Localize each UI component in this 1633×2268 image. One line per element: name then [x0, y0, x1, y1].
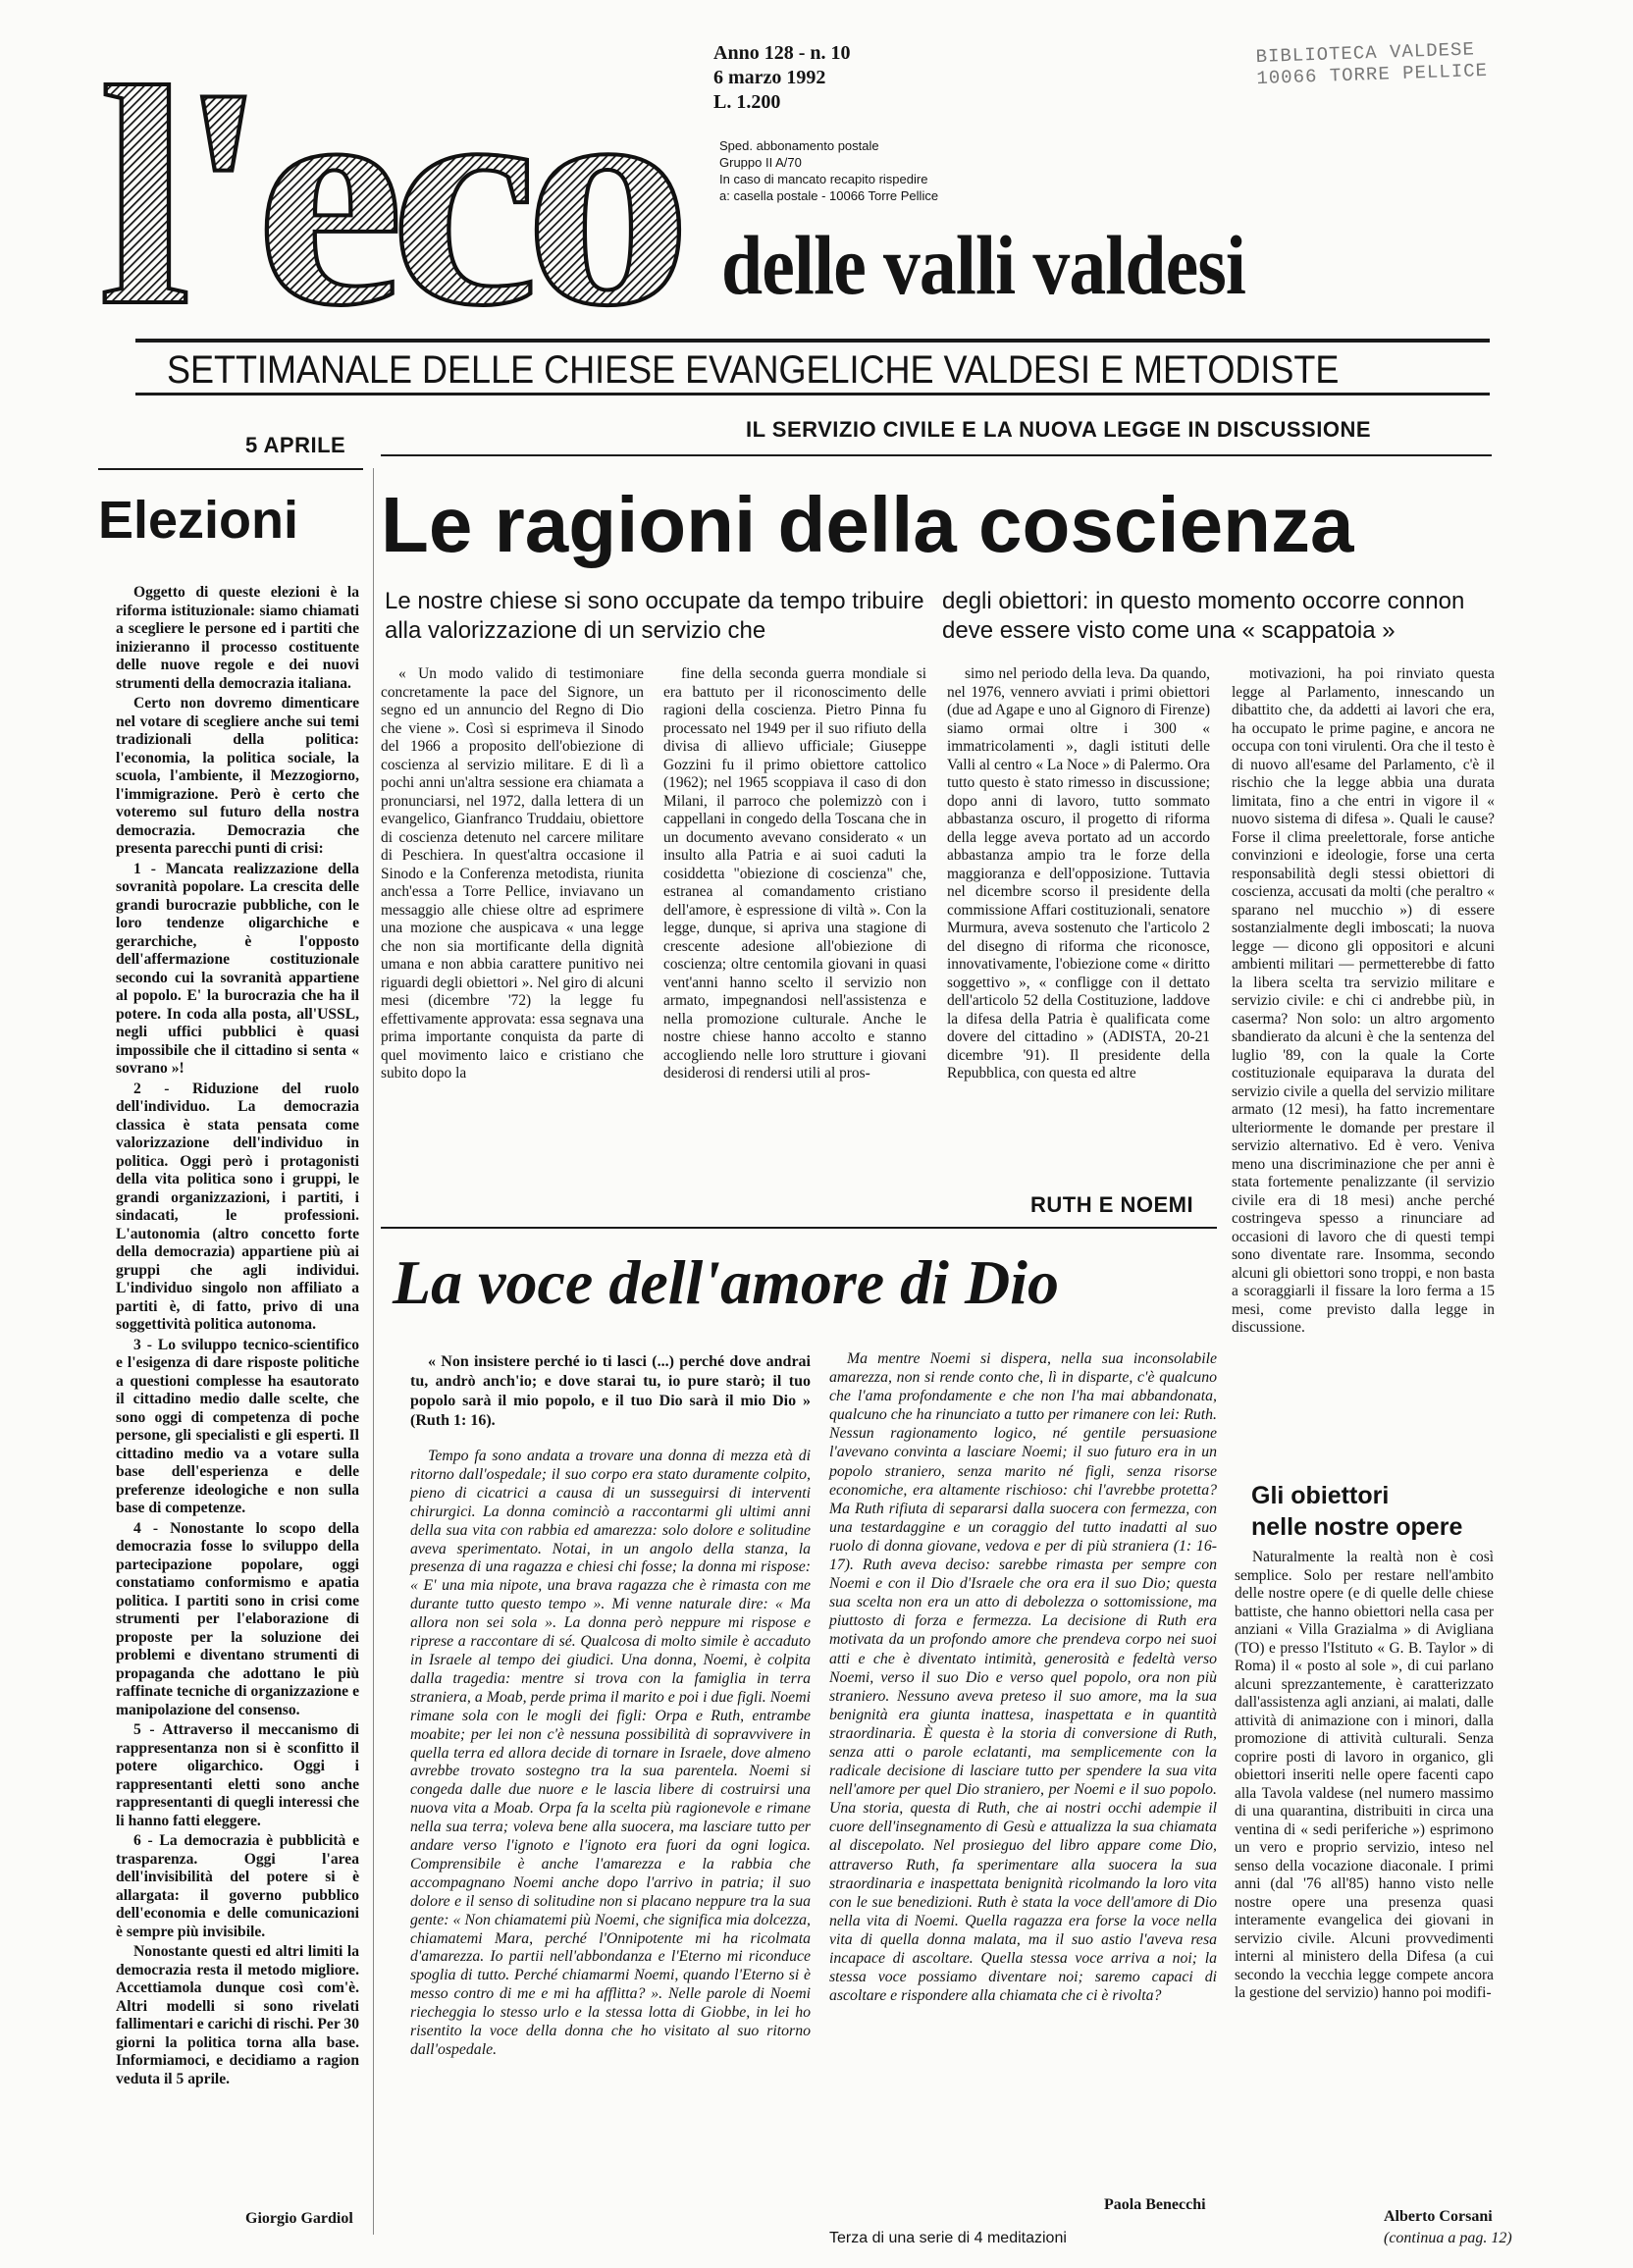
paragraph: 3 - Lo sviluppo tecnico-scientifico e l'esigenza di dare risposte politiche a questioni complesse ha esautorato il cittadino medio dalle scelte, che sono oggi di competenza di poche persone, gli specialisti e gli esperti. Il cittadino medio va a votare sulla base dell'esperienza e delle preferenze ideologiche e non sulla base di competenze.: [116, 1336, 359, 1516]
ruth-kicker: RUTH E NOEMI: [1030, 1192, 1194, 1217]
paragraph: simo nel periodo della leva. Da quando, nel 1976, vennero avviati i primi obiettori (due ad Agape e uno al Gignoro di Firenze) siamo ormai oltre i 300 « immatricolamenti », dagli istituti delle Valli al centro « La Noce » di Palermo. Ora tutto questo è stato rimesso in discussione; dopo anni di lavoro, tutto sommato abbastanza oscuro, il progetto di riforma della legge aveva portato ad un accordo abbastanza ampio tra le forze della maggioranza e dell'opposizione. Tuttavia nel dicembre scorso il presidente della commissione Affari costituzionali, senatore Murmura, aveva sostenuto che l'articolo 2 del disegno di riforma che riconosce, innovativamente, l'obiezione come « diritto soggettivo », « confligge con il dettato dell'articolo 52 della Costituzione, laddove la difesa della Patria è qualificata come dovere del cittadino » (ADISTA, 20-21 dicembre '91). Il presidente della Repubblica, con questa ed altre: [947, 665, 1210, 1081]
paragraph: 1 - Mancata realizzazione della sovranità popolare. La crescita delle grandi burocrazie pubbliche, con le loro tendenze oligarchiche e gerarchiche, è l'opposto dell'affermazione costituzionale secondo cui la sovranità appartiene al popolo. E' la burocrazia che ha il potere. In coda alla posta, all'USSL, negli uffici pubblici è quasi impossibile che il cittadino si senta « sovrano »!: [116, 860, 359, 1077]
postal-info: [719, 137, 938, 204]
paragraph: Oggetto di queste elezioni è la riforma istituzionale: siamo chiamati a scegliere le persone ed i partiti che inizieranno il processo costituente delle nuove regole e dei nuovi strumenti della democrazia italiana.: [116, 584, 359, 692]
stamp-line: 10066 TORRE PELLICE: [1256, 59, 1489, 90]
obiettori-body: [1235, 1549, 1494, 2005]
paragraph: 5 - Attraverso il meccanismo di rappresentanza non si è sconfitto il potere oligarchico. Oggi i rappresentanti eletti sono anche rappresentanti di quegli interessi che li hanno fatti eleggere.: [116, 1721, 359, 1829]
postal-line: a: casella postale - 10066 Torre Pellice: [719, 188, 939, 203]
servizio-deck-right: degli obiettori: in questo momento occorre connon deve essere visto come una « scappatoia »: [942, 588, 1465, 644]
ruth-col-1: [410, 1448, 811, 2062]
masthead-logo: [98, 39, 687, 334]
servizio-kicker: IL SERVIZIO CIVILE E LA NUOVA LEGGE IN DISCUSSIONE: [746, 417, 1372, 442]
postal-line: Gruppo II A/70: [719, 155, 802, 170]
postal-line: In caso di mancato recapito rispedire: [719, 172, 928, 186]
ruth-rule: [381, 1227, 1217, 1229]
masthead-tagline: SETTIMANALE DELLE CHIESE EVANGELICHE VALDESI E METODISTE: [167, 348, 1340, 392]
masthead-subtitle: delle valli valdesi: [721, 218, 1246, 312]
paragraph: fine della seconda guerra mondiale si era battuto per il riconoscimento delle ragioni della coscienza. Pietro Pinna fu processato nel 1949 per il suo rifiuto della divisa di allievo ufficiale; Giuseppe Gozzini fu il primo obiettore cattolico (1962); nel 1965 scoppiava il caso di don Milani, il parroco che polemizzò con i cappellani in congedo della Toscana che in un documento avevano considerato « un insulto alla Patria e ai suoi caduti la cosiddetta "obiezione di coscienza" che, estranea al comandamento cristiano dell'amore, è espressione di viltà ». Con la legge, dunque, si apriva una stagione di crescente adesione all'obiezione di coscienza; oltre centomila giovani in quasi vent'anni hanno scelto il servizio non armato, impegnandosi nell'assistenza e nella promozione culturale. Anche le nostre chiese hanno accolto e stanno accogliendo nelle loro strutture i giovani desiderosi di rendersi utili al pros-: [663, 665, 926, 1081]
paragraph: Ma mentre Noemi si dispera, nella sua inconsolabile amarezza, non si rende conto che, lì in disparte, c'è qualcuno che l'ama profondamente e che non l'ha mai abbandonata, qualcuno che ha rinunciato a tutto per rimanere con lei: Ruth. Nessun ragionamento logico, né gentile persuasione l'avevano convinta a lasciare Noemi; il suo futuro era in un popolo straniero, senza marito né figli, senza risorse economiche, era altamente rischioso: chi l'avrebbe protetta? Ma Ruth rifiuta di separarsi dalla suocera con fermezza, con una testardaggine e un coraggio del tutto inadatti al suo ruolo di donna giovane, vedova e per di più straniera (1: 16-17). Ruth aveva deciso: sarebbe rimasta per sempre con Noemi e con il Dio d'Israele che ora era il suo Dio; questa sua scelta non era un atto di debolezza o sottomissione, ma piuttosto di forza e fermezza. La decisione di Ruth era motivata da un profondo amore che prendeva corpo nei suoi atti e che è diventato intimità, generosità e fedeltà verso Noemi, verso il suo Dio e verso quel popolo, ora non più straniero. Nessuno aveva preteso il suo amore, ma la sua benignità era giunta inattesa, inaspettata e in quantità straordinaria. È questa è la storia di conversione di Ruth, senza atti o parole eclatanti, ma semplicemente con la radicale decisione di lasciare tutto per spendere la sua vita nell'amore per quel Dio straniero, per Noemi e il suo popolo. Una storia, questa di Ruth, che ai nostri occhi adempie il cuore dell'insegnamento di Gesù e attualizza la sua chiamata al discepolato. Nel prosieguo del libro appare come Dio, attraverso Ruth, fa sperimentare alla suocera la sua straordinaria e inaspettata benignità ricolmando la loro vita con le sue benedizioni. Ruth è stata la voce dell'amore di Dio nella vita di Noemi. Quella ragazza era forse la voce nella vita di quella donna malata, ma il suo astio l'aveva resa incapace di ascoltare. Quella stessa voce arriva a noi; la stessa voce possiamo diventare noi; saremo capaci di ascoltare e rispondere alla chiamata che ci è rivolta?: [829, 1350, 1217, 2005]
stamp-line: BIBLIOTECA VALDESE: [1255, 38, 1476, 69]
servizio-col-2: [663, 665, 926, 1085]
obiettori-author: Alberto Corsani: [1384, 2208, 1493, 2225]
paragraph: « Un modo valido di testimoniare concretamente la pace del Signore, un segno ed un annuncio del Regno di Dio che viene ». Così si esprimeva il Sinodo del 1966 a proposito dell'obiezione di coscienza al servizio militare. E di lì a pochi anni un'altra sessione era chiamata a pronunciarsi, nel 1972, dalla lettera di un evangelico, Gianfranco Truddaiu, obiettore di coscienza detenuto nel carcere militare di Peschiera. In quest'altra occasione il Sinodo e la Conferenza metodista, riunita anch'essa a Torre Pellice, inviavano un messaggio alle chiese oltre ad esprimere una mozione che auspicava « una legge che non sia mortificante della dignità umana e non abbia carattere punitivo nei riguardi degli obiettori ». Nel giro di alcuni mesi (dicembre '72) la legge fu effettivamente approvata: essa segnava una prima importante conquista da parte di quel movimento laico e cristiano che subito dopo la: [381, 665, 644, 1081]
servizio-col-4: [1232, 665, 1495, 1340]
ruth-caption: Terza di una serie di 4 meditazioni: [829, 2230, 1067, 2246]
heading-line: nelle nostre opere: [1251, 1513, 1463, 1541]
paragraph: Certo non dovremo dimenticare nel votare di scegliere anche sui temi tradizionali della politica: l'economia, la politica sociale, la scuola, l'ambiente, il Mezzogiorno, l'immigrazione. Però è certo che voteremo sul futuro della nostra democrazia. Democrazia che presenta parecchi punti di crisi:: [116, 695, 359, 857]
servizio-col-1: [381, 665, 644, 1085]
paragraph: Tempo fa sono andata a trovare una donna di mezza età di ritorno dall'ospedale; il suo corpo era stato duramente colpito, pieno di cicatrici a causa di un susseguirsi di interventi chirurgici. La donna cominciò a raccontarmi gli ultimi anni della sua vita con rabbia ed amarezza: solo dolore e solitudine aveva sperimentato. Notai, in un angolo della stanza, la presenza di una ragazza e chiesi chi fosse; la donna mi rispose: « E' una mia nipote, una brava ragazza che è rimasta con me durante tutto questo tempo ». Mi venne naturale dire: « Ma allora non sei sola ». La donna però neppure mi rispose e riprese a raccontare di sé. Qualcosa di molto simile è accaduto in Israele al tempo dei giudici. Una donna, Noemi, è colpita dalla tragedia: mentre si trova con la famiglia in terra straniera, a Moab, perde prima il marito e poi i due figli. Noemi rimane sola con le mogli dei figli: Orpa e Ruth, entrambe moabite; per lei non c'è nessuna possibilità di sopravvivere in quella terra ed allora decide di tornare in Israele, dove almeno avrebbe trovato sostegno tra la sua parentela. Noemi si congeda dalle due nuore e le lascia libere di costruirsi una nuova vita a Moab. Orpa fa la scelta più ragionevole e rimane nella sua terra; voleva bene alla suocera, ma lasciare tutto per andare verso l'ignoto e l'ignoto era fuori da ogni logica. Comprensibile è anche l'amarezza e la rabbia che accompagnano Noemi anche dopo l'arrivo in patria; il suo dolore e il senso di solitudine non si placano neppure tra la sua gente: « Non chiamatemi più Noemi, che significa mia dolcezza, chiamatemi Mara, perché l'Onnipotente mi ha ricolmata d'amarezza. Io partii nell'abbondanza e l'Eterno mi riconduce spoglia di tutto. Perché chiamarmi Noemi, quando l'Eterno si è messo contro di me e mi ha afflitta? ». Nelle parole di Noemi riecheggia lo stesso urlo e la stessa lotta di Giobbe, in lei ho risentito la voce della donna che ho visitato al suo ritorno dall'ospedale.: [410, 1448, 811, 2058]
paragraph: Nonostante questi ed altri limiti la democrazia resta il metodo migliore. Accettiamola dunque così com'è. Altri modelli si sono rivelati fallimentari e carichi di rischi. Per 30 giorni la politica torna alla base. Informiamoci, e decidiamo a ragion veduta il 5 aprile.: [116, 1943, 359, 2087]
ruth-title: La voce dell'amore di Dio: [393, 1247, 1059, 1317]
elezioni-body: [116, 584, 359, 2090]
ruth-author: Paola Benecchi: [1104, 2196, 1206, 2213]
ruth-epigraph: « Non insistere perché io ti lasci (...) perché dove andrai tu, andrò anch'io; e dove starai tu, io pure starò; il tuo popolo sarà il mio popolo, e il tuo Dio sarà il mio Dio » (Ruth 1: 16).: [410, 1353, 811, 1429]
ruth-col-2: [829, 1349, 1217, 2007]
elezioni-title: Elezioni: [98, 491, 299, 550]
servizio-rule: [381, 454, 1492, 456]
postal-line: Sped. abbonamento postale: [719, 138, 879, 153]
heading-line: Gli obiettori: [1251, 1482, 1390, 1509]
paragraph: 4 - Nonostante lo scopo della democrazia fosse lo sviluppo della partecipazione popolare, oggi constatiamo conformismo e apatia politica. I partiti sono in crisi come strumenti per l'elaborazione di proposte per la soluzione dei problemi e diventano strumenti di propaganda che adottano le più raffinate tecniche di organizzazione e manipolazione del consenso.: [116, 1519, 359, 1718]
servizio-col-3: [947, 665, 1210, 1085]
servizio-title: Le ragioni della coscienza: [381, 481, 1354, 568]
obiettori-heading: [1251, 1480, 1462, 1543]
paragraph: 2 - Riduzione del ruolo dell'individuo. La democrazia classica è stata pensata come valorizzazione dell'individuo in politica. Oggi però i protagonisti della vita politica sono i gruppi, le grandi organizzazioni, i partiti, i sindacati, le professioni. L'autonomia (altro concetto forte della democrazia) appartiene più ai gruppi che agli individui. L'individuo singolo non affiliato a partiti è, di fatto, privo di una soggettività politica autonoma.: [116, 1080, 359, 1333]
elezioni-kicker: 5 APRILE: [245, 433, 346, 457]
issue-info: [713, 41, 850, 115]
continued-note: (continua a pag. 12): [1384, 2230, 1512, 2246]
issue-date: 6 marzo 1992: [713, 67, 826, 88]
servizio-deck-left: Le nostre chiese si sono occupate da tempo tribuire alla valorizzazione di un servizio che: [385, 588, 924, 644]
library-stamp: [1255, 38, 1488, 89]
tagline-rule: [135, 393, 1490, 396]
elezioni-author: Giorgio Gardiol: [245, 2210, 353, 2227]
issue-number: Anno 128 - n. 10: [713, 42, 851, 64]
issue-price: L. 1.200: [713, 91, 781, 113]
paragraph: motivazioni, ha poi rinviato questa legge al Parlamento, innescando un dibattito che, da addetti ai lavori che era, ha occupato le prime pagine, e ancora ne occupa con toni virulenti. Ora che il testo è di nuovo all'esame del Parlamento, c'è il rischio che la legge abbia una durata limitata, fino a che entri in vigore il « nuovo sistema di difesa ». Quali le cause? Forse il clima preelettorale, forse antiche convinzioni e ideologie, forse una certa responsabilità degli stessi obiettori di coscienza, accusati da molti (che peraltro « sparano nel mucchio ») di essere sostanzialmente degli imboscati; la nuova legge — dicono gli oppositori e alcuni ambienti militari — permetterebbe di fatto la libera scelta tra servizio militare e servizio civile: e chi ci andrebbe più, in caserma? Non solo: un altro argomento sbandierato da alcuni è che la sentenza del luglio '89, con la quale la Corte costituzionale equiparava la durata del servizio civile a quella del servizio militare armato (12 mesi), ha fatto incrementare ulteriormente le domande per prestare il servizio alternativo. Ed è vero. Veniva meno una discriminazione che per anni è stata fortemente penalizzante (il servizio civile era di 18 mesi) anche perché costringeva spesso a rinunciare ad occasioni di lavoro che di questi tempi sono diventate rare. Insomma, secondo alcuni gli obiettori sono troppi, e non basta a scoraggiarli il fissare la loro ferma a 15 mesi, come previsto dalla legge in discussione.: [1232, 665, 1495, 1336]
column-divider: [373, 468, 374, 2235]
paragraph: Naturalmente la realtà non è così semplice. Solo per restare nell'ambito delle nostre opere (e di quelle delle chiese battiste, che hanno obiettori nella casa per anziani « Villa Grazialma » di Avigliana (TO) e presso l'Istituto « G. B. Taylor » di Roma) il « posto al sole », di cui parlano alcuni sprezzantemente, è caratterizzato dall'assistenza agli anziani, ai malati, dalle attività di animazione con i minori, dalla promozione di attività culturali. Senza coprire posti di lavoro in organico, gli obiettori inseriti nelle opere facenti capo alla Tavola valdese (nel numero massimo di una quarantina, distribuiti in circa una ventina di « sedi periferiche ») esprimono un vero e proprio servizio, inteso nel senso della vocazione diaconale. I primi anni (dal '76 all'85) hanno visto nelle nostre opere una presenza quasi interamente evangelica dei giovani in servizio civile. Alcuni provvedimenti interni al ministero della Difesa (a cui secondo la vecchia legge compete ancora la gestione del servizio) hanno poi modifi-: [1235, 1549, 1494, 2001]
elezioni-rule: [98, 468, 363, 470]
logo-text: l'eco: [98, 39, 682, 334]
paragraph: 6 - La democrazia è pubblicità e trasparenza. Oggi l'area dell'invisibilità del potere si è allargata: il governo pubblico dell'economia e delle comunicazioni è sempre più invisibile.: [116, 1832, 359, 1940]
masthead-rule: [135, 339, 1490, 343]
